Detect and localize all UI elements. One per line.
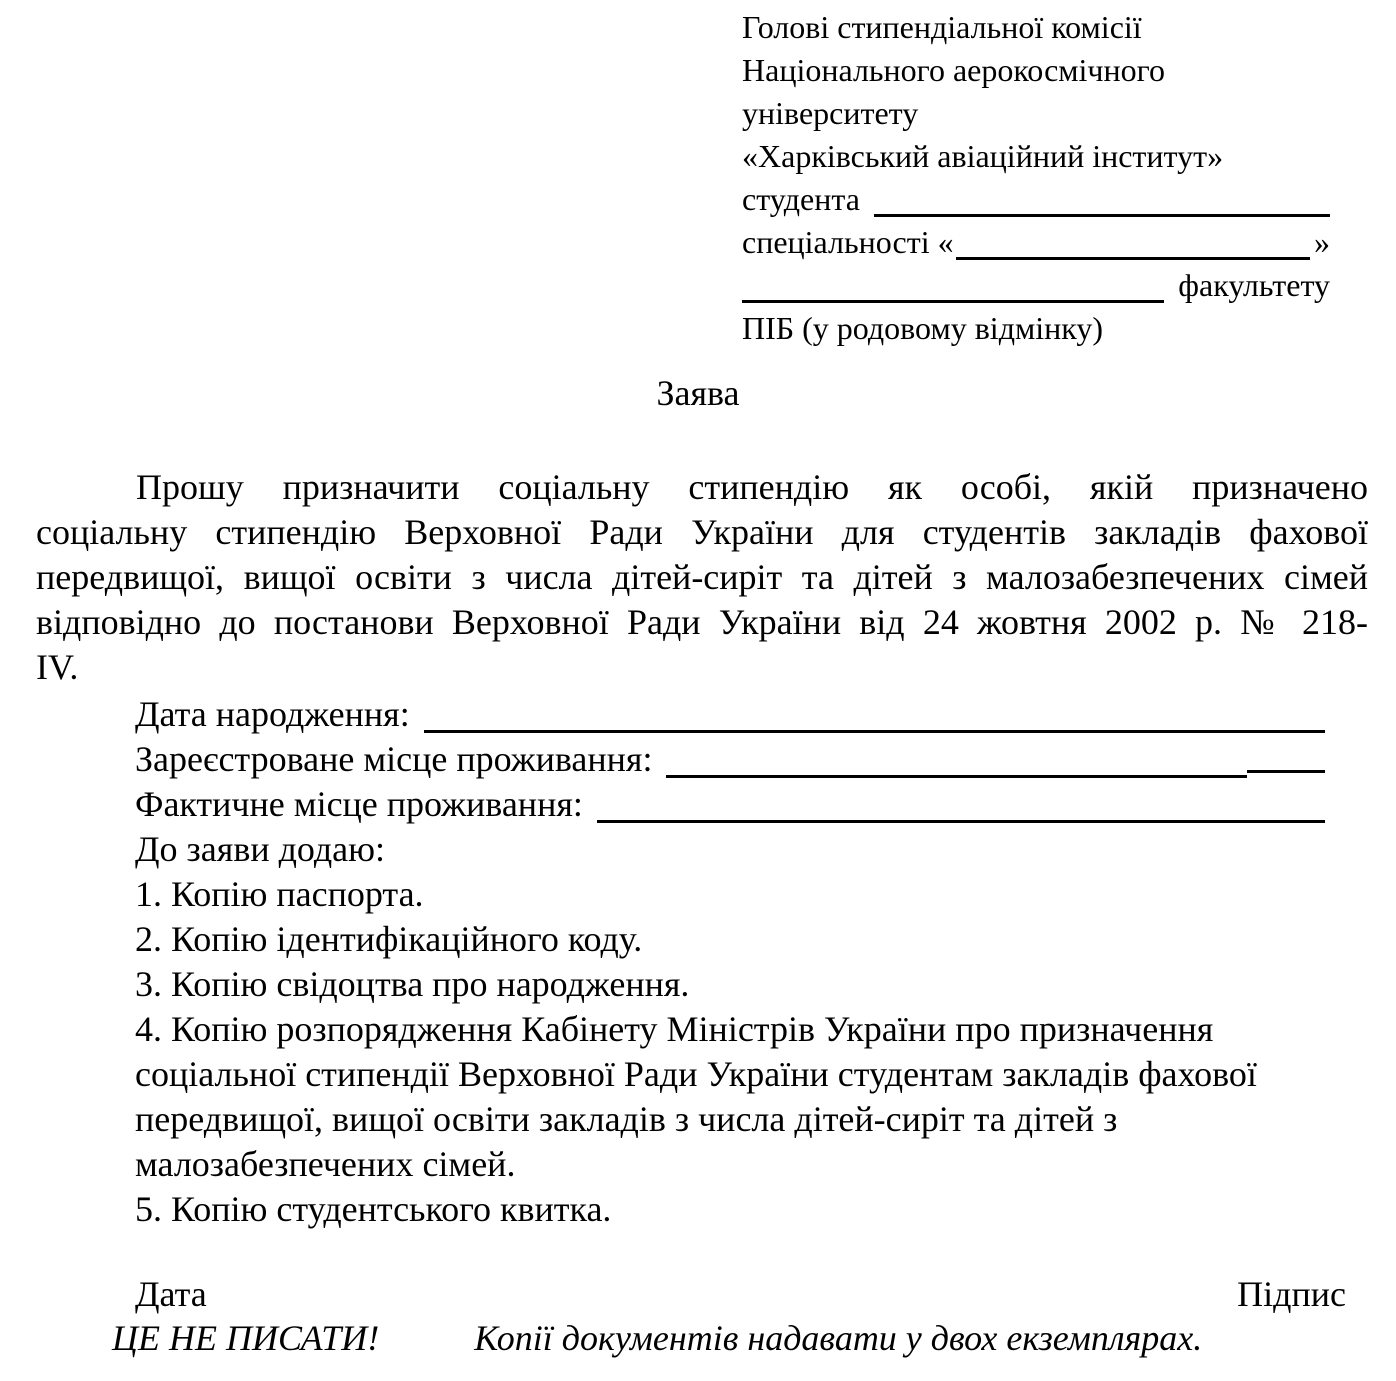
fields-and-attachments (135, 692, 1325, 1232)
attachment-item: 4. Копію розпорядження Кабінету Міністрів України про призначення соціальної стипендії Верховної Ради України студентам закладів фахової передвищої, вищої освіти закладів з числа дітей-сиріт та дітей з малозабезпечених сімей. (135, 1009, 1257, 1184)
registered-address-row (135, 737, 1325, 782)
specialty-blank-line (956, 221, 1310, 260)
actual-address-row (135, 782, 1325, 827)
faculty-blank-line (742, 264, 1164, 303)
signature-row (135, 1272, 1346, 1317)
do-not-write-warning: ЦЕ НЕ ПИСАТИ! (112, 1318, 380, 1358)
paragraph-line: Прошу призначити соціальну стипендію як особі, якій призначено (136, 467, 1368, 507)
paragraph-line: відповідно до постанови Верховної Ради України від 24 жовтня 2002 р. № 218- (36, 602, 1368, 642)
addressee-line-2: Національного аерокосмічного (742, 52, 1165, 88)
addressee-block (742, 6, 1330, 350)
specialty-line (742, 221, 1330, 264)
addressee-line-4: «Харківський авіаційний інститут» (742, 138, 1224, 174)
birth-date-row (135, 692, 1325, 737)
birth-date-blank-line (424, 692, 1325, 733)
paragraph-line: соціальну стипендію Верховної Ради України для студентів закладів фахової (36, 512, 1368, 552)
faculty-label: факультету (1178, 267, 1330, 303)
paragraph-line: IV. (36, 647, 79, 687)
registered-address-label: Зареєстроване місце проживання: (135, 739, 653, 779)
student-label: студента (742, 181, 860, 217)
document-title: Заява (656, 373, 740, 413)
note-row (112, 1316, 1202, 1361)
registered-address-blank-line-2 (1247, 737, 1325, 773)
addressee-line-1: Голові стипендіальної комісії (742, 9, 1142, 45)
specialty-closing-quote: » (1314, 224, 1330, 260)
copies-note: Копії документів надавати у двох екземплярах. (474, 1318, 1203, 1358)
request-paragraph (36, 465, 1368, 690)
signature-label: Підпис (1237, 1274, 1346, 1314)
faculty-line (742, 264, 1330, 307)
addressee-line-3: університету (742, 95, 919, 131)
pib-note: ПІБ (у родовому відмінку) (742, 310, 1103, 346)
date-label: Дата (135, 1274, 207, 1314)
actual-address-blank-line (597, 782, 1325, 823)
paragraph-line: передвищої, вищої освіти з числа дітей-сиріт та дітей з малозабезпечених сімей (36, 557, 1368, 597)
student-line (742, 178, 1330, 221)
birth-date-label: Дата народження: (135, 694, 410, 734)
attachment-item: 1. Копію паспорта. (135, 874, 424, 914)
student-name-blank-line (874, 178, 1330, 217)
specialty-label: спеціальності « (742, 224, 954, 260)
registered-address-blank-line-1 (666, 737, 1247, 778)
actual-address-label: Фактичне місце проживання: (135, 784, 583, 824)
attachment-item: 2. Копію ідентифікаційного коду. (135, 919, 643, 959)
attachments-intro: До заяви додаю: (135, 829, 386, 869)
attachment-item: 5. Копію студентського квитка. (135, 1189, 612, 1229)
attachment-item: 3. Копію свідоцтва про народження. (135, 964, 690, 1004)
